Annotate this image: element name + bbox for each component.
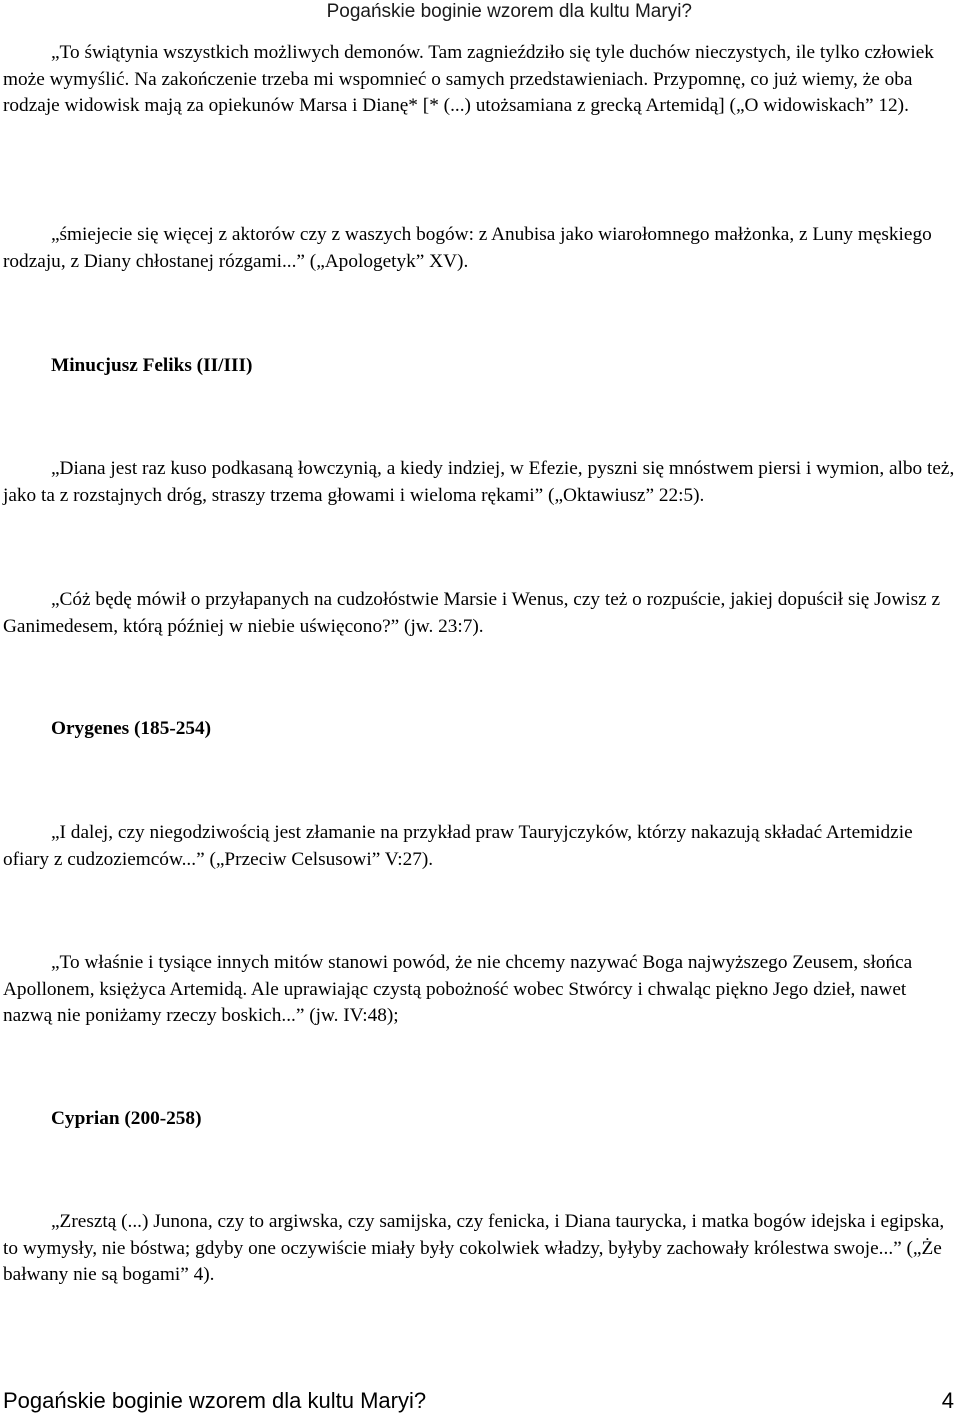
section-heading-orygenes: Orygenes (185-254) <box>51 718 212 739</box>
quote-text-2: „śmiejecie się więcej z aktorów czy z waszych bogów: z Anubisa jako wiarołomnego małżonka, z Luny męskiego rodzaju, z Diany chłostanej rózgami...” („Apologetyk” XV). <box>3 224 932 272</box>
running-header: Pogańskie boginie wzorem dla kultu Maryi? <box>326 1 692 22</box>
quote-text-3: „Diana jest raz kuso podkasaną łowczynią, a kiedy indziej, w Efezie, pyszni się mnóstwem piersi i wymion, albo też, jako ta z rozstajnych dróg, straszy trzema głowami i wieloma rękami” („Oktawiusz” 22:5). <box>3 458 955 506</box>
section-heading-cyprian: Cyprian (200-258) <box>51 1108 202 1129</box>
quote-text-5: „I dalej, czy niegodziwością jest złamanie na przykład praw Tauryjczyków, którzy nakazują składać Artemidzie ofiary z cudzoziemców...” („Przeciw Celsusowi” V:27). <box>3 822 913 870</box>
quote-text-1: „To świątynia wszystkich możliwych demonów. Tam zagnieździło się tyle duchów nieczystych, ile tylko człowiek może wymyślić. Na zakończenie trzeba mi wspomnieć o samych przedstawieniach. Przypomnę, co już wiemy, że oba rodzaje widowisk mają za opiekunów Marsa i Dianę* [* (...) utożsamiana z grecką Artemidą] („O widowiskach” 12). <box>3 42 934 116</box>
quote-paragraph-1 <box>3 40 957 120</box>
footer-title: Pogańskie boginie wzorem dla kultu Maryi? <box>3 1388 427 1413</box>
quote-paragraph-3 <box>3 456 957 509</box>
quote-text-4: „Cóż będę mówił o przyłapanych na cudzołóstwie Marsie i Wenus, czy też o rozpuście, jakiej dopuścił się Jowisz z Ganimedesem, którą później w niebie uświęcono?” (jw. 23:7). <box>3 589 941 637</box>
page-number: 4 <box>941 1388 954 1413</box>
section-heading-minucjusz: Minucjusz Feliks (II/III) <box>51 355 253 376</box>
page-footer <box>0 1385 960 1417</box>
quote-text-7: „Zresztą (...) Junona, czy to argiwska, czy samijska, czy fenicka, i Diana taurycka, i matka bogów idejska i egipska, to wymysły, nie bóstwa; gdyby one oczywiście miały były cokolwiek władzy, byłyby zachowały królestwa swoje...” („Że bałwany nie są bogami” 4). <box>3 1211 945 1285</box>
quote-paragraph-2 <box>3 222 957 275</box>
quote-paragraph-7 <box>3 1209 957 1289</box>
quote-paragraph-5 <box>3 820 957 873</box>
quote-paragraph-6 <box>3 950 957 1030</box>
quote-paragraph-4 <box>3 587 957 640</box>
quote-text-6: „To właśnie i tysiące innych mitów stanowi powód, że nie chcemy nazywać Boga najwyższego Zeusem, słońca Apollonem, księżyca Artemidą. Ale uprawiając czystą pobożność wobec Stwórcy i chwaląc piękno Jego dzieł, nawet nazwą nie poniżamy rzeczy boskich...” (jw. IV:48); <box>3 952 913 1026</box>
